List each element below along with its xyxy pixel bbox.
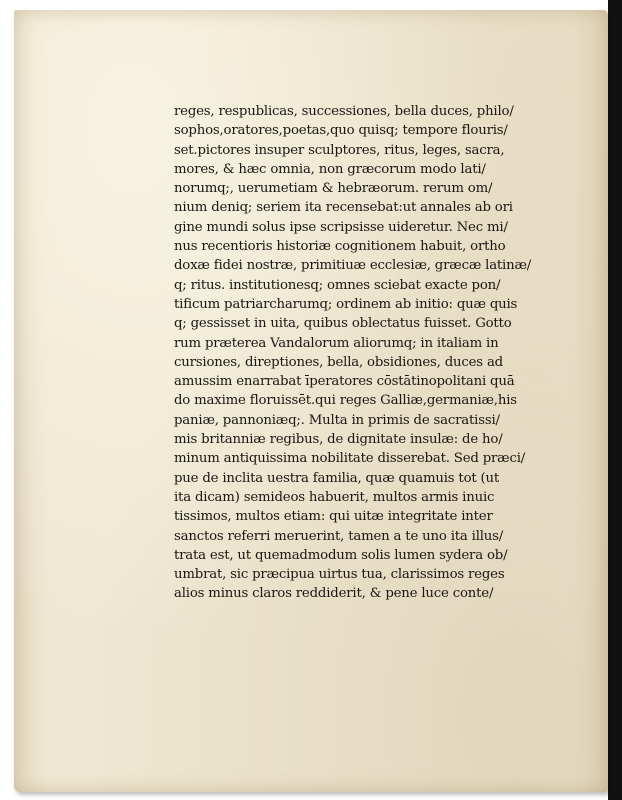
parchment-page — [14, 10, 608, 792]
text-line: doxæ fidei nostræ, primitiuæ ecclesiæ, græcæ latinæ/ — [174, 258, 532, 274]
text-line: cursiones, direptiones, bella, obsidiones, duces ad — [174, 354, 503, 370]
text-line: q; ritus. institutionesq; omnes sciebat exacte pon/ — [174, 277, 501, 293]
text-line: minum antiquissima nobilitate disserebat. Sed præci/ — [174, 451, 526, 467]
text-line: paniæ, pannoniæq;. Multa in primis de sacratissi/ — [174, 412, 500, 428]
text-line: umbrat, sic præcipua uirtus tua, clarissimos reges — [174, 567, 505, 583]
text-line: rum præterea Vandalorum aliorumq; in italiam in — [174, 335, 499, 351]
text-line: reges, respublicas, successiones, bella duces, philo/ — [174, 104, 514, 119]
text-line: ita dicam) semideos habuerit, multos armis inuic — [174, 489, 495, 505]
text-line: sophos,oratores,poetas,quo quisq; tempore flouris/ — [174, 123, 508, 139]
text-line: amussim enarrabat īperatores cōstātinopolitani quā — [174, 374, 515, 390]
text-line: trata est, ut quemadmodum solis lumen sydera ob/ — [174, 547, 508, 563]
text-line: gine mundi solus ipse scripsisse uideretur. Nec mi/ — [174, 219, 508, 235]
text-line: norumq;, uerumetiam & hebræorum. rerum om/ — [174, 181, 493, 197]
text-line: q; gessisset in uita, quibus oblectatus fuisset. Gotto — [174, 316, 512, 332]
text-line: set.pictores insuper sculptores, ritus, leges, sacra, — [174, 142, 505, 158]
text-line: do maxime floruissēt.qui reges Galliæ,germaniæ,his — [174, 393, 517, 409]
scan-edge-bar — [608, 0, 622, 800]
text-line: alios minus claros reddiderit, & pene luce conte/ — [174, 586, 494, 602]
text-line: mis britanniæ regibus, de dignitate insulæ: de ho/ — [174, 432, 503, 448]
text-line: nium deniq; seriem ita recensebat:ut annales ab ori — [174, 200, 513, 216]
text-line: mores, & hæc omnia, non græcorum modo lati/ — [174, 161, 486, 177]
text-line: tificum patriarcharumq; ordinem ab initio: quæ quis — [174, 296, 518, 312]
text-line: tissimos, multos etiam: qui uitæ integritate inter — [174, 509, 493, 525]
body-text — [174, 102, 546, 604]
text-line: sanctos referri meruerint, tamen a te uno ita illus/ — [174, 528, 504, 544]
text-line: pue de inclita uestra familia, quæ quamuis tot (ut — [174, 470, 500, 486]
text-line: nus recentioris historiæ cognitionem habuit, ortho — [174, 239, 506, 255]
